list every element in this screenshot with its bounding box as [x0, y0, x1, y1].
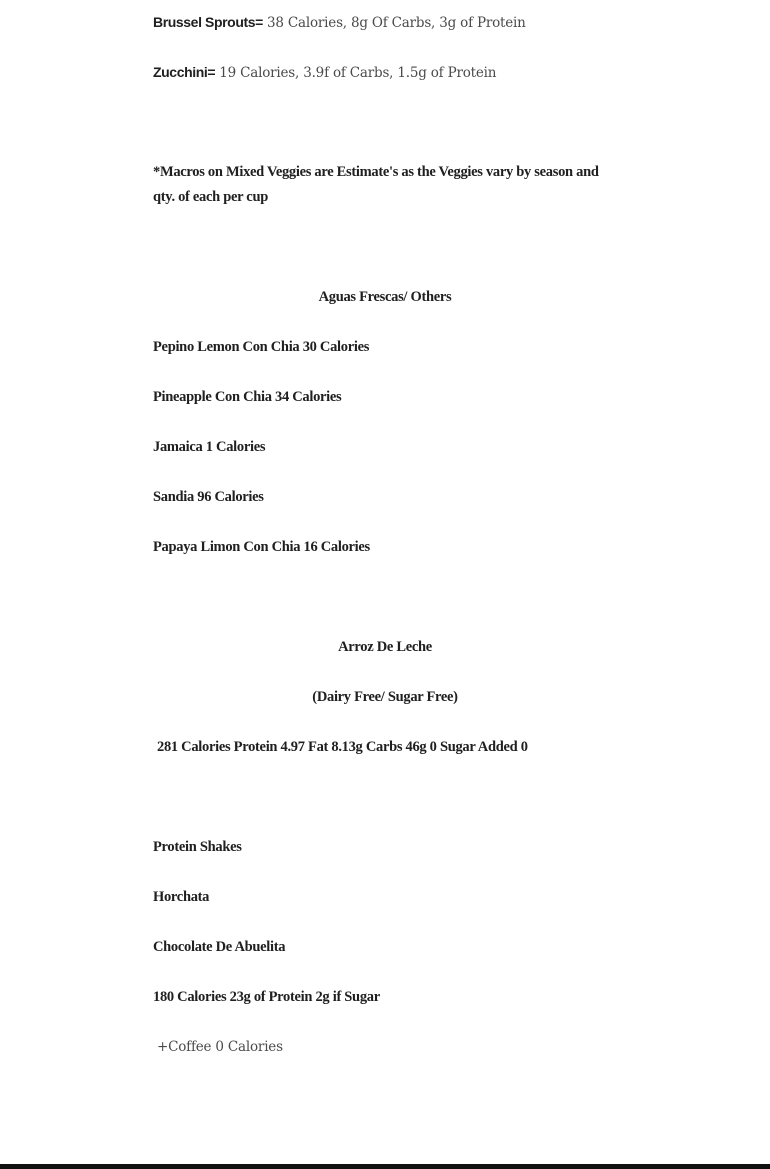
list-item: Pineapple Con Chia 34 Calories [153, 389, 342, 405]
list-item: Papaya Limon Con Chia 16 Calories [153, 539, 370, 555]
veggie-label: Brussel Sprouts= [153, 14, 263, 30]
protein-shakes-heading: Protein Shakes [153, 839, 242, 855]
protein-shakes-macros: 180 Calories 23g of Protein 2g if Sugar [153, 989, 380, 1005]
coffee-addon: +Coffee 0 Calories [157, 1039, 283, 1055]
aguas-frescas-heading: Aguas Frescas/ Others [318, 289, 452, 305]
veggie-macros-note: *Macros on Mixed Veggies are Estimate's as the Veggies vary by season and qty. of each per cup [153, 164, 599, 205]
veggie-value: 19 Calories, 3.9f of Carbs, 1.5g of Protein [215, 65, 497, 81]
veggie-value: 38 Calories, 8g Of Carbs, 3g of Protein [262, 15, 526, 31]
list-item: Sandia 96 Calories [153, 489, 264, 505]
arroz-heading: Arroz De Leche [338, 639, 432, 655]
page-bottom-border [0, 1164, 770, 1169]
arroz-macros: 281 Calories Protein 4.97 Fat 8.13g Carbs 46g 0 Sugar Added 0 [157, 739, 528, 755]
veggie-brussel-sprouts [153, 10, 526, 36]
list-item: Chocolate De Abuelita [153, 939, 286, 955]
list-item: Jamaica 1 Calories [153, 439, 266, 455]
arroz-subheading: (Dairy Free/ Sugar Free) [312, 689, 458, 705]
list-item: Horchata [153, 889, 210, 905]
list-item: Pepino Lemon Con Chia 30 Calories [153, 339, 370, 355]
veggie-zucchini [153, 60, 496, 86]
veggie-label: Zucchini= [153, 64, 216, 80]
